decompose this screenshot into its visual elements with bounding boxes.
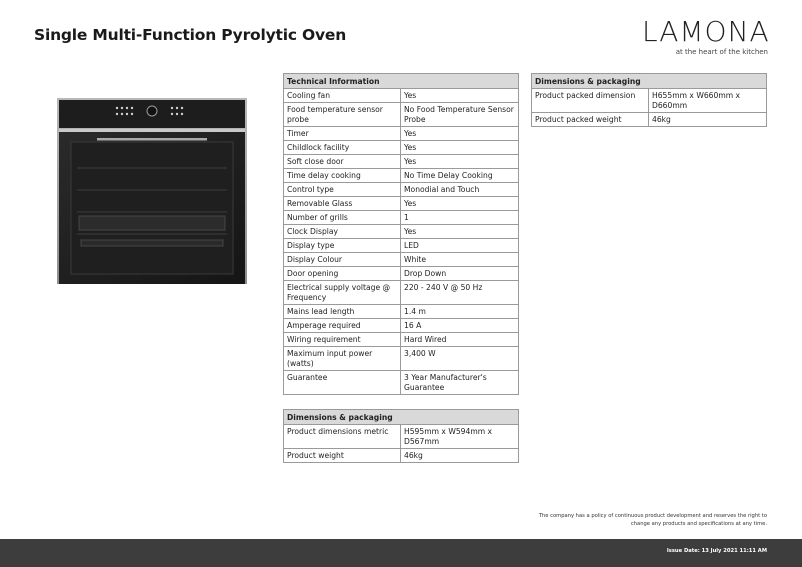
- spec-label: Clock Display: [284, 225, 401, 239]
- spec-value: Yes: [401, 155, 519, 169]
- footer-bar: [0, 539, 802, 567]
- table-row: [284, 127, 519, 141]
- table-row: [284, 319, 519, 333]
- spec-value: Yes: [401, 127, 519, 141]
- table-row: [284, 371, 519, 395]
- spec-value: 16 A: [401, 319, 519, 333]
- spec-label: Childlock facility: [284, 141, 401, 155]
- spec-value: Yes: [401, 225, 519, 239]
- spec-value: White: [401, 253, 519, 267]
- table-row: [284, 169, 519, 183]
- policy-line: change any products and specifications at any time.: [630, 521, 767, 527]
- spec-value: 46kg: [401, 449, 519, 463]
- technical-information-table: [283, 73, 519, 395]
- spec-label: Guarantee: [284, 371, 401, 395]
- spec-label: Food temperature sensor probe: [284, 103, 401, 127]
- packaging-dimensions-table: [531, 73, 767, 127]
- table-row: [284, 89, 519, 103]
- table-row: [284, 281, 519, 305]
- spec-value: Yes: [401, 141, 519, 155]
- table-row: [532, 89, 767, 113]
- spec-label: Soft close door: [284, 155, 401, 169]
- spec-value: Monodial and Touch: [401, 183, 519, 197]
- spec-value: H595mm x W594mm x D567mm: [401, 425, 519, 449]
- spec-label: Wiring requirement: [284, 333, 401, 347]
- table-row: [284, 197, 519, 211]
- spec-value: 1.4 m: [401, 305, 519, 319]
- brand-tagline: at the heart of the kitchen: [675, 48, 768, 56]
- spec-label: Product packed dimension: [532, 89, 649, 113]
- table-row: [284, 253, 519, 267]
- spec-label: Removable Glass: [284, 197, 401, 211]
- table-row: [532, 113, 767, 127]
- table-row: [284, 225, 519, 239]
- spec-value: Hard Wired: [401, 333, 519, 347]
- spec-label: Display type: [284, 239, 401, 253]
- table-row: [284, 347, 519, 371]
- table-row: [284, 155, 519, 169]
- spec-value: 46kg: [649, 113, 767, 127]
- table-row: [284, 333, 519, 347]
- issue-date: Issue Date: 13 July 2021 11:11 AM: [666, 548, 767, 554]
- spec-label: Cooling fan: [284, 89, 401, 103]
- product-dimensions-table: [283, 409, 519, 463]
- spec-label: Time delay cooking: [284, 169, 401, 183]
- spec-label: Electrical supply voltage @ Frequency: [284, 281, 401, 305]
- policy-line: The company has a policy of continuous product development and reserves the right to: [538, 513, 767, 519]
- built-in-oven-image: [57, 98, 247, 284]
- spec-label: Product dimensions metric: [284, 425, 401, 449]
- spec-label: Number of grills: [284, 211, 401, 225]
- spec-label: Timer: [284, 127, 401, 141]
- table-row: [284, 183, 519, 197]
- spec-value: 3 Year Manufacturer's Guarantee: [401, 371, 519, 395]
- spec-value: H655mm x W660mm x D660mm: [649, 89, 767, 113]
- spec-value: No Time Delay Cooking: [401, 169, 519, 183]
- table-row: [284, 239, 519, 253]
- spec-label: Amperage required: [284, 319, 401, 333]
- table-heading: Technical Information: [284, 74, 519, 89]
- spec-label: Control type: [284, 183, 401, 197]
- spec-label: Mains lead length: [284, 305, 401, 319]
- brand-name: LAMONA: [642, 15, 770, 48]
- spec-value: 3,400 W: [401, 347, 519, 371]
- table-heading: Dimensions & packaging: [532, 74, 767, 89]
- spec-label: Display Colour: [284, 253, 401, 267]
- spec-label: Product packed weight: [532, 113, 649, 127]
- table-row: [284, 425, 519, 449]
- spec-value: Drop Down: [401, 267, 519, 281]
- table-row: [284, 103, 519, 127]
- table-heading: Dimensions & packaging: [284, 410, 519, 425]
- table-row: [284, 211, 519, 225]
- spec-value: 1: [401, 211, 519, 225]
- table-row: [284, 267, 519, 281]
- brand-logo: [642, 14, 768, 56]
- table-row: [284, 141, 519, 155]
- table-row: [284, 305, 519, 319]
- table-row: [284, 449, 519, 463]
- spec-value: No Food Temperature Sensor Probe: [401, 103, 519, 127]
- spec-label: Door opening: [284, 267, 401, 281]
- page-title: Single Multi-Function Pyrolytic Oven: [34, 26, 347, 44]
- spec-value: 220 - 240 V @ 50 Hz: [401, 281, 519, 305]
- spec-label: Product weight: [284, 449, 401, 463]
- policy-notice: [507, 512, 767, 528]
- spec-value: Yes: [401, 197, 519, 211]
- spec-value: Yes: [401, 89, 519, 103]
- spec-value: LED: [401, 239, 519, 253]
- spec-label: Maximum input power (watts): [284, 347, 401, 371]
